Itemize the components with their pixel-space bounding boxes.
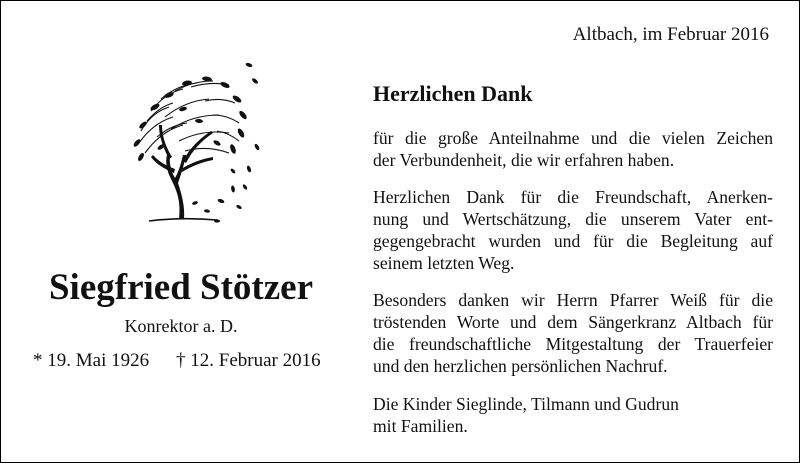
signature-line: Die Kinder Sieglinde, Tilmann und Gudrun: [373, 394, 679, 414]
thanks-paragraph-2: [373, 186, 773, 274]
signature: [373, 393, 773, 437]
text-line: die freundschaftliche Mitgestaltung der Trauerfeier: [373, 334, 773, 354]
text-line: nung und Wertschätzung, die unserem Vater ent-: [373, 209, 773, 229]
text-line: tröstenden Worte und dem Sängerkranz Altbach für: [373, 312, 773, 332]
text-line: Besonders danken wir Herrn Pfarrer Weiß für die: [373, 290, 773, 310]
thanks-paragraph-3: [373, 289, 773, 377]
thanks-paragraph-1: [373, 127, 773, 171]
thanks-heading: Herzlichen Dank: [373, 81, 533, 106]
text-line: und den herzlichen persönlichen Nachruf.: [373, 356, 668, 376]
birth-date: * 19. Mai 1926: [33, 350, 150, 371]
windblown-tree-icon: [121, 51, 261, 231]
text-line: gegengebracht wurden und für die Begleitung auf: [373, 231, 773, 251]
signature-line: mit Familien.: [373, 416, 468, 436]
text-line: der Verbundenheit, die wir erfahren haben.: [373, 150, 675, 170]
deceased-title: Konrektor a. D.: [124, 316, 238, 336]
text-line: für die große Anteilnahme und die vielen Zeichen: [373, 128, 773, 148]
place-date: Altbach, im Februar 2016: [572, 24, 769, 45]
deceased-name: Siegfried Stötzer: [48, 267, 314, 308]
text-line: Herzlichen Dank für die Freundschaft, Anerken-: [373, 187, 773, 207]
death-date: † 12. Februar 2016: [176, 350, 321, 371]
text-line: seinem letzten Weg.: [373, 253, 515, 273]
